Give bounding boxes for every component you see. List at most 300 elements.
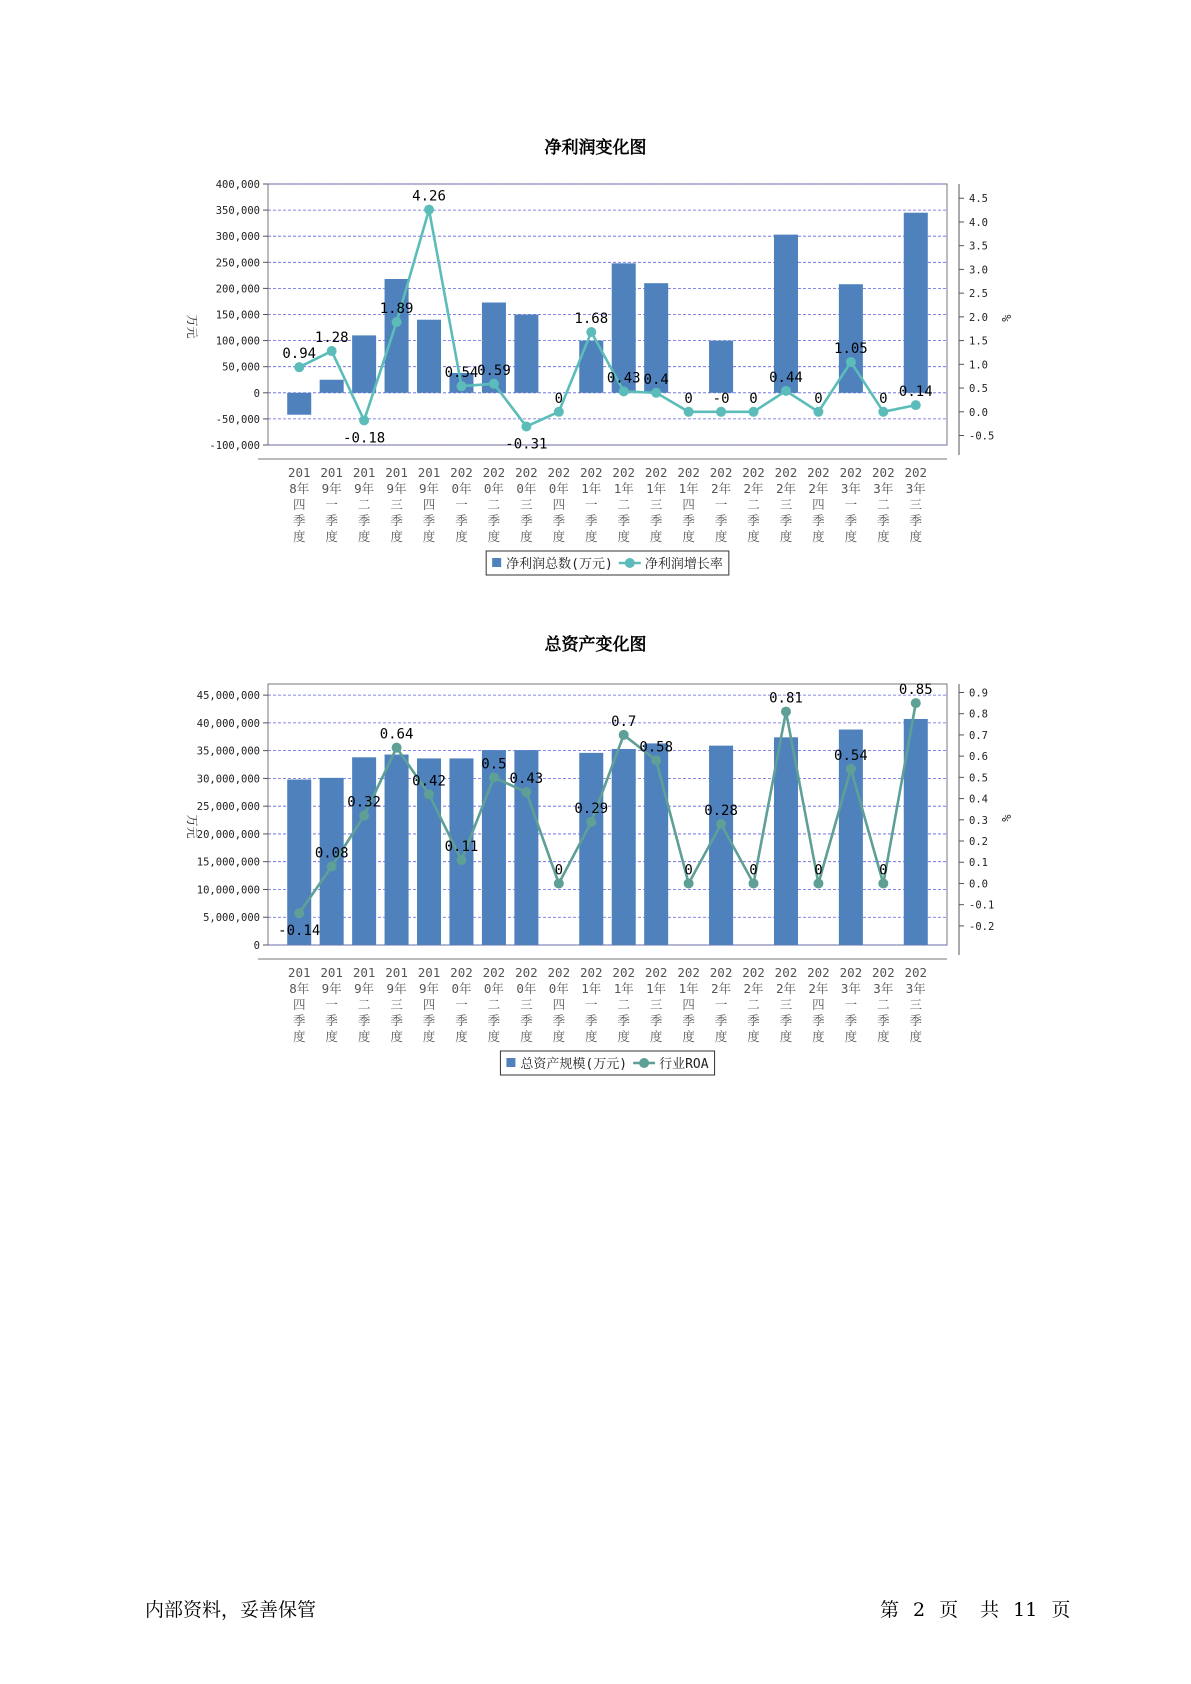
category-label: 度	[520, 1029, 533, 1044]
data-label: 0.58	[639, 739, 674, 756]
category-label: 度	[682, 1029, 695, 1044]
series-point	[294, 362, 304, 372]
data-label: 0.5	[481, 756, 507, 773]
left-axis-tick-label: 150,000	[215, 309, 260, 322]
category-label: 3年	[873, 481, 894, 496]
category-label: 度	[487, 1029, 501, 1044]
category-label: 四	[682, 497, 695, 512]
data-label: 0	[749, 390, 758, 407]
category-label: 9年	[321, 481, 342, 496]
category-label: 2年	[743, 981, 764, 996]
data-label: 0.54	[444, 365, 479, 382]
data-label: 0.11	[444, 839, 479, 856]
right-axis-tick-label: 0.9	[969, 687, 988, 700]
data-label: 0.81	[769, 690, 803, 707]
category-label: 202	[450, 965, 473, 980]
category-label: 9年	[354, 981, 375, 996]
category-label: 一	[844, 997, 858, 1012]
category-label: 四	[422, 497, 436, 512]
series-point	[521, 787, 531, 797]
category-label: 202	[872, 465, 895, 480]
series-point	[684, 407, 694, 417]
category-label: 四	[812, 497, 825, 512]
category-label: 2年	[808, 481, 829, 496]
category-label: 202	[450, 465, 473, 480]
category-label: 202	[904, 965, 928, 980]
category-label: 202	[839, 465, 863, 480]
category-label: 二	[877, 997, 890, 1012]
category-label: 季	[292, 513, 306, 528]
series-point	[813, 407, 823, 417]
series-point	[878, 878, 888, 888]
bar	[514, 315, 538, 393]
category-label: 202	[839, 965, 863, 980]
category-label: 四	[812, 997, 825, 1012]
data-label: 1.89	[379, 301, 414, 318]
left-axis-tick-label: 45,000,000	[196, 690, 260, 703]
series-point	[554, 878, 564, 888]
bar	[709, 746, 733, 945]
right-axis-tick-label: 1.5	[969, 335, 988, 348]
left-axis-tick-label: -50,000	[215, 413, 260, 426]
right-axis-unit-label: %	[999, 314, 1013, 322]
bar	[644, 743, 668, 945]
data-label: 4.26	[412, 188, 446, 205]
category-label: 202	[807, 965, 830, 980]
data-label: 0.4	[643, 371, 669, 388]
category-label: 季	[487, 513, 501, 528]
series-point	[684, 878, 694, 888]
data-label: -0.31	[505, 436, 548, 453]
category-label: 202	[677, 465, 700, 480]
category-label: 季	[520, 1013, 533, 1028]
category-label: 季	[877, 1013, 890, 1028]
category-label: 202	[547, 465, 571, 480]
category-label: 一	[325, 997, 338, 1012]
right-axis-tick-label: 0.2	[969, 836, 988, 849]
category-label: 三	[390, 497, 403, 512]
bar	[287, 780, 311, 945]
data-label: -0.14	[278, 923, 321, 940]
legend-line-marker	[639, 1058, 649, 1068]
category-label: 度	[682, 529, 695, 544]
series-point	[456, 855, 466, 865]
category-label: 三	[390, 997, 403, 1012]
series-point	[586, 817, 596, 827]
right-axis-tick-label: 0.8	[969, 708, 988, 721]
category-label: 202	[774, 965, 798, 980]
right-axis-tick-label: 0.0	[969, 406, 988, 419]
category-label: 度	[812, 529, 825, 544]
category-label: 度	[487, 529, 501, 544]
category-label: 202	[612, 465, 636, 480]
category-label: 四	[552, 997, 566, 1012]
data-label: 0.43	[509, 771, 544, 788]
category-label: 202	[482, 465, 506, 480]
category-label: 2年	[711, 481, 732, 496]
category-label: 四	[682, 997, 695, 1012]
category-label: 9年	[386, 481, 407, 496]
data-label: 1.68	[574, 311, 609, 328]
category-label: 度	[325, 1029, 338, 1044]
category-label: 1年	[613, 981, 634, 996]
category-label: 一	[714, 497, 728, 512]
category-label: 202	[612, 965, 636, 980]
category-label: 季	[649, 1013, 663, 1028]
category-label: 四	[422, 997, 436, 1012]
category-label: 季	[844, 1013, 858, 1028]
category-label: 201	[320, 465, 343, 480]
series-point	[489, 772, 499, 782]
data-label: 0.32	[347, 794, 381, 811]
category-label: 2年	[711, 981, 732, 996]
legend-bar-label: 净利润总数(万元)	[506, 557, 613, 572]
category-label: 0年	[451, 481, 472, 496]
series-point	[716, 819, 726, 829]
category-label: 0年	[483, 481, 504, 496]
data-label: 0	[814, 862, 823, 879]
category-label: 二	[747, 497, 760, 512]
series-point	[651, 388, 661, 398]
category-label: 一	[585, 997, 598, 1012]
category-label: 季	[552, 1013, 566, 1028]
series-point	[619, 730, 629, 740]
footer-page-info	[880, 1595, 1084, 1622]
category-label: 9年	[419, 981, 440, 996]
category-label: 202	[515, 465, 538, 480]
series-point	[392, 743, 402, 753]
bar	[352, 757, 376, 945]
total-pages: 11	[1013, 1599, 1038, 1621]
category-label: 9年	[386, 981, 407, 996]
legend-line-label: 净利润增长率	[644, 557, 723, 572]
page-number: 2	[913, 1599, 926, 1621]
category-label: 度	[585, 1029, 598, 1044]
right-axis-tick-label: 0.4	[969, 793, 988, 806]
category-label: 8年	[289, 481, 310, 496]
data-label: 0.29	[574, 800, 609, 817]
category-label: 二	[487, 497, 501, 512]
right-axis-tick-label: -0.5	[969, 430, 995, 443]
category-label: 度	[747, 529, 760, 544]
series-point	[327, 346, 337, 356]
category-label: 1年	[678, 981, 699, 996]
net-profit-chart	[0, 160, 1191, 590]
category-label: 202	[515, 965, 538, 980]
right-axis-tick-label: 1.0	[969, 359, 988, 372]
data-label: -0.18	[343, 430, 386, 447]
category-label: 1年	[613, 481, 634, 496]
series-point	[878, 407, 888, 417]
category-label: 202	[742, 465, 765, 480]
category-label: 四	[552, 497, 566, 512]
category-label: 度	[714, 1029, 728, 1044]
category-label: 三	[909, 997, 923, 1012]
data-label: 0.43	[606, 370, 641, 387]
data-label: 0.42	[412, 773, 446, 790]
left-axis-tick-label: 35,000,000	[196, 745, 260, 758]
category-label: 度	[422, 1029, 436, 1044]
right-axis-tick-label: 4.5	[969, 193, 988, 206]
data-label: 0.28	[704, 803, 738, 820]
bar	[579, 753, 603, 945]
category-label: 季	[520, 513, 533, 528]
series-point	[424, 789, 434, 799]
data-label: 0.54	[834, 747, 868, 764]
category-label: 度	[844, 1029, 858, 1044]
category-label: 3年	[905, 981, 926, 996]
left-axis-tick-label: 30,000,000	[196, 773, 260, 786]
legend-line-marker	[625, 558, 635, 568]
data-label: 1.28	[314, 330, 349, 347]
category-label: 季	[422, 513, 436, 528]
legend-bar-swatch	[492, 558, 501, 567]
total-label-suffix: 页	[1051, 1599, 1071, 1621]
series-point	[359, 811, 369, 821]
category-label: 三	[909, 497, 923, 512]
category-label: 季	[325, 1013, 338, 1028]
category-label: 度	[714, 529, 728, 544]
category-label: 0年	[516, 981, 537, 996]
data-label: 0.85	[898, 682, 933, 699]
data-label: 0	[684, 862, 693, 879]
category-label: 度	[520, 529, 533, 544]
data-label: 0.59	[477, 362, 511, 379]
series-point	[716, 407, 726, 417]
bar	[385, 755, 409, 945]
category-label: 201	[352, 965, 376, 980]
category-label: 季	[682, 1013, 695, 1028]
category-label: 一	[714, 997, 728, 1012]
category-label: 3年	[840, 481, 861, 496]
data-label: 0	[749, 862, 758, 879]
category-label: 季	[747, 1013, 760, 1028]
left-axis-tick-label: 50,000	[222, 361, 260, 374]
category-label: 二	[617, 497, 630, 512]
category-label: 度	[649, 1029, 663, 1044]
bar	[709, 341, 733, 393]
category-label: 201	[287, 965, 311, 980]
series-point	[327, 861, 337, 871]
category-label: 度	[877, 1029, 890, 1044]
right-axis-tick-label: 0.1	[969, 857, 988, 870]
left-axis-tick-label: 5,000,000	[203, 912, 260, 925]
right-axis-tick-label: 2.5	[969, 288, 988, 301]
right-axis-tick-label: 3.5	[969, 240, 988, 253]
category-label: 一	[455, 997, 468, 1012]
category-label: 一	[585, 497, 598, 512]
data-label: 0	[879, 862, 888, 879]
category-label: 202	[742, 965, 765, 980]
bar	[352, 335, 376, 392]
category-label: 度	[325, 529, 338, 544]
category-label: 四	[292, 497, 306, 512]
category-label: 202	[677, 965, 700, 980]
left-axis-tick-label: 25,000,000	[196, 801, 260, 814]
legend-bar-swatch	[506, 1058, 515, 1067]
category-label: 度	[877, 529, 890, 544]
data-label: 1.05	[834, 340, 868, 357]
category-label: 度	[844, 529, 858, 544]
category-label: 四	[292, 997, 306, 1012]
left-axis-tick-label: 200,000	[215, 283, 260, 296]
category-label: 季	[812, 1013, 825, 1028]
category-label: 202	[644, 465, 668, 480]
series-point	[619, 386, 629, 396]
category-label: 二	[357, 497, 371, 512]
category-label: 度	[390, 1029, 403, 1044]
category-label: 2年	[775, 481, 796, 496]
left-axis-tick-label: 40,000,000	[196, 717, 260, 730]
category-label: 季	[292, 1013, 306, 1028]
category-label: 季	[390, 513, 403, 528]
page-label-suffix: 页	[939, 1599, 959, 1621]
left-axis-unit-label: 万元	[185, 314, 199, 339]
category-label: 季	[390, 1013, 403, 1028]
category-label: 度	[617, 1029, 630, 1044]
data-label: 0.7	[611, 713, 637, 730]
category-label: 202	[807, 465, 830, 480]
category-label: 度	[779, 529, 793, 544]
series-point	[749, 878, 759, 888]
category-label: 3年	[873, 981, 894, 996]
series-point	[424, 205, 434, 215]
right-axis-tick-label: 3.0	[969, 264, 988, 277]
series-point	[651, 755, 661, 765]
total-label: 共	[980, 1599, 1000, 1621]
category-label: 2年	[808, 981, 829, 996]
legend-line-label: 行业ROA	[659, 1057, 709, 1072]
category-label: 9年	[321, 981, 342, 996]
category-label: 季	[357, 513, 371, 528]
data-label: 0.64	[379, 726, 414, 743]
left-axis-tick-label: 350,000	[215, 205, 260, 218]
series-point	[521, 421, 531, 431]
category-label: 季	[844, 513, 858, 528]
category-label: 2年	[743, 481, 764, 496]
footer-confidential-note: 内部资料，妥善保管	[145, 1599, 317, 1621]
category-label: 度	[357, 529, 371, 544]
category-label: 度	[649, 529, 663, 544]
category-label: 季	[325, 513, 338, 528]
net-profit-chart-title: 净利润变化图	[544, 138, 647, 158]
category-label: 二	[487, 997, 501, 1012]
left-axis-tick-label: 0	[253, 940, 260, 952]
page-label: 第	[880, 1599, 900, 1621]
right-axis-tick-label: 4.0	[969, 216, 988, 229]
category-label: 三	[520, 497, 533, 512]
category-label: 度	[585, 529, 598, 544]
category-label: 201	[417, 965, 441, 980]
category-label: 一	[455, 497, 468, 512]
category-label: 202	[709, 965, 733, 980]
category-label: 0年	[516, 481, 537, 496]
category-label: 1年	[678, 481, 699, 496]
category-label: 季	[714, 1013, 728, 1028]
category-label: 1年	[581, 481, 602, 496]
category-label: 0年	[483, 981, 504, 996]
category-label: 三	[779, 497, 793, 512]
category-label: 三	[649, 997, 663, 1012]
category-label: 季	[357, 1013, 371, 1028]
left-axis-tick-label: 0	[253, 387, 260, 400]
category-label: 度	[812, 1029, 825, 1044]
category-label: 二	[617, 997, 630, 1012]
category-label: 三	[649, 497, 663, 512]
series-point	[392, 317, 402, 327]
right-axis-tick-label: 0.5	[969, 383, 988, 396]
right-axis-tick-label: 0.7	[969, 729, 988, 742]
series-point	[456, 381, 466, 391]
category-label: 一	[325, 497, 338, 512]
series-point	[749, 407, 759, 417]
bar	[417, 320, 441, 393]
category-label: 季	[422, 1013, 436, 1028]
category-label: 季	[455, 513, 468, 528]
category-label: 季	[585, 1013, 598, 1028]
category-label: 1年	[646, 981, 667, 996]
category-label: 度	[292, 529, 306, 544]
data-label: 0	[554, 862, 564, 879]
category-label: 二	[877, 497, 890, 512]
category-label: 2年	[775, 981, 796, 996]
legend	[486, 551, 729, 575]
category-label: 季	[617, 513, 630, 528]
category-label: 9年	[354, 481, 375, 496]
category-label: 季	[877, 513, 890, 528]
left-axis-tick-label: 15,000,000	[196, 856, 260, 869]
series-point	[781, 707, 791, 717]
category-label: 202	[872, 965, 895, 980]
series-point	[294, 908, 304, 918]
category-label: 季	[682, 513, 695, 528]
category-label: 201	[385, 965, 408, 980]
category-label: 度	[455, 529, 468, 544]
category-label: 二	[357, 997, 371, 1012]
category-label: 季	[487, 1013, 501, 1028]
category-label: 三	[520, 997, 533, 1012]
category-label: 季	[617, 1013, 630, 1028]
series-point	[911, 400, 921, 410]
category-label: 季	[585, 513, 598, 528]
total-assets-chart	[0, 660, 1191, 1090]
right-axis-tick-label: 0.6	[969, 751, 988, 764]
category-label: 201	[287, 465, 311, 480]
category-label: 季	[552, 513, 566, 528]
left-axis-tick-label: 100,000	[215, 335, 260, 348]
series-point	[586, 327, 596, 337]
category-label: 季	[714, 513, 728, 528]
category-label: 季	[779, 513, 793, 528]
series-point	[911, 698, 921, 708]
data-label: 0.14	[898, 384, 933, 401]
series-point	[846, 357, 856, 367]
category-label: 202	[774, 465, 798, 480]
series-point	[813, 878, 823, 888]
category-label: 202	[709, 465, 733, 480]
category-label: 202	[579, 965, 603, 980]
bar	[287, 393, 311, 415]
series-point	[489, 379, 499, 389]
category-label: 度	[292, 1029, 306, 1044]
series-point	[781, 386, 791, 396]
bar	[320, 380, 344, 393]
bar	[612, 749, 636, 945]
category-label: 1年	[581, 981, 602, 996]
total-assets-chart-title: 总资产变化图	[544, 635, 647, 655]
category-label: 202	[482, 965, 506, 980]
category-label: 度	[552, 529, 566, 544]
